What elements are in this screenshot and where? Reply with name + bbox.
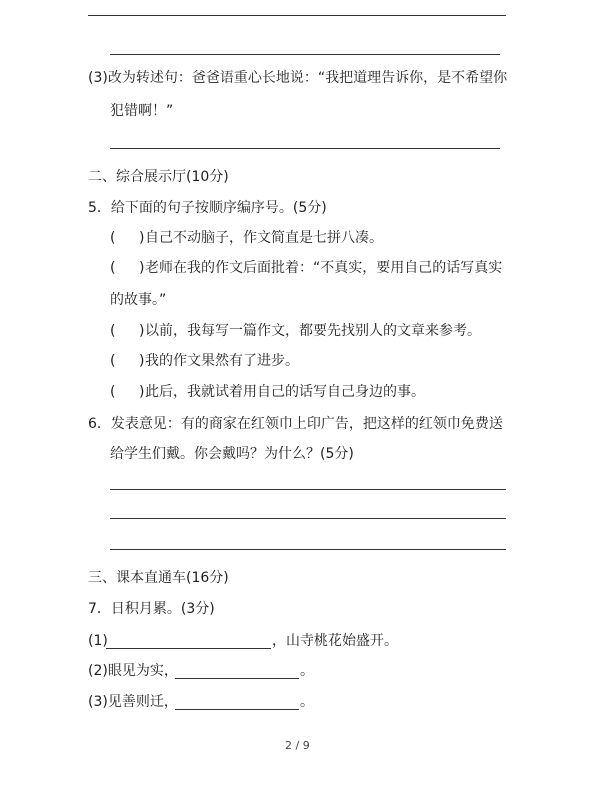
- fill-blank[interactable]: [175, 709, 299, 710]
- section-2-title: 二、综合展示厅(10分): [88, 169, 229, 185]
- question-6-title: 6．发表意见：有的商家在红领巾上印广告，把这样的红领巾免费送: [88, 416, 503, 432]
- answer-line[interactable]: [110, 148, 500, 149]
- order-blank-close: ): [139, 384, 145, 400]
- answer-line-top[interactable]: [88, 15, 506, 16]
- page-number: 2 / 9: [285, 739, 310, 752]
- section-3-title: 三、课本直通车(16分): [88, 570, 229, 586]
- order-blank-close: ): [139, 353, 145, 369]
- answer-line[interactable]: [110, 549, 506, 550]
- sentence-item: 自己不动脑子，作文简直是七拼八凑。: [145, 230, 383, 246]
- sentence-item: 以前，我每写一篇作文，都要先找别人的文章来参考。: [145, 323, 481, 339]
- fill-suffix: 。: [300, 694, 314, 710]
- answer-line[interactable]: [110, 54, 500, 55]
- order-blank-close: ): [139, 230, 145, 246]
- order-blank-open[interactable]: (: [110, 260, 116, 276]
- sentence-item-cont: 的故事。”: [110, 292, 167, 308]
- question-3-text-cont: 犯错啊！”: [110, 103, 174, 119]
- fill-suffix: ，山寺桃花始盛开。: [272, 633, 398, 649]
- order-blank-close: ): [139, 260, 145, 276]
- question-6-title-cont: 给学生们戴。你会戴吗？为什么？(5分): [110, 446, 354, 462]
- sentence-item: 此后，我就试着用自己的话写自己身边的事。: [145, 384, 425, 400]
- fill-blank[interactable]: [106, 648, 271, 649]
- question-7-title: 7．日积月累。(3分): [88, 601, 215, 617]
- fill-prefix: (3)见善则迁，: [88, 694, 178, 710]
- sentence-item: 老师在我的作文后面批着：“不真实，要用自己的话写真实: [145, 260, 503, 276]
- order-blank-open[interactable]: (: [110, 230, 116, 246]
- fill-blank[interactable]: [175, 678, 299, 679]
- order-blank-open[interactable]: (: [110, 323, 116, 339]
- fill-suffix: 。: [300, 663, 314, 679]
- order-blank-open[interactable]: (: [110, 353, 116, 369]
- answer-line[interactable]: [110, 489, 506, 490]
- order-blank-close: ): [139, 323, 145, 339]
- answer-line[interactable]: [110, 518, 506, 519]
- order-blank-open[interactable]: (: [110, 384, 116, 400]
- question-3-text: (3)改为转述句：爸爸语重心长地说：“我把道理告诉你，是不希望你: [88, 70, 508, 86]
- sentence-item: 我的作文果然有了进步。: [145, 353, 299, 369]
- question-5-title: 5．给下面的句子按顺序编序号。(5分): [88, 200, 327, 216]
- fill-prefix: (1): [88, 633, 108, 649]
- fill-prefix: (2)眼见为实，: [88, 663, 178, 679]
